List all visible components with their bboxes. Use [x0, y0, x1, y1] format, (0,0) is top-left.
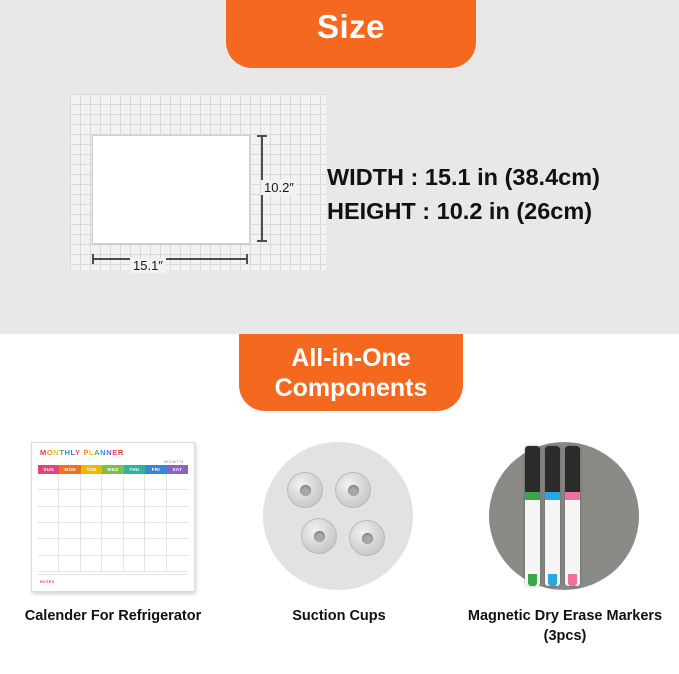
marker-cap	[545, 446, 560, 492]
planner-date-cell	[124, 474, 145, 490]
planner-day-cell: FRI	[145, 465, 166, 474]
dry-erase-marker	[565, 446, 580, 586]
markers-caption: Magnetic Dry Erase Markers (3pcs)	[467, 608, 663, 644]
planner-date-cell	[145, 490, 166, 506]
planner-month-label: MONTH	[164, 459, 184, 464]
height-dimension-label: 10.2″	[261, 180, 297, 195]
width-dimension-line	[92, 258, 248, 260]
planner-date-cell	[167, 474, 188, 490]
spec-width: WIDTH : 15.1 in (38.4cm)	[327, 164, 600, 190]
components-banner-line1: All-in-One	[291, 344, 411, 372]
calendar-thumbnail	[23, 440, 203, 592]
planner-date-cell	[81, 523, 102, 539]
planner-date-cell	[81, 490, 102, 506]
planner-date-cell	[59, 474, 80, 490]
marker-tip	[528, 574, 537, 586]
suction-cup	[335, 472, 371, 508]
planner-day-cell: THU	[124, 465, 145, 474]
planner-date-cell	[59, 490, 80, 506]
size-banner	[226, 0, 476, 68]
planner-date-cell	[102, 507, 123, 523]
marker-cap	[565, 446, 580, 492]
suction-cup	[287, 472, 323, 508]
components-section	[0, 334, 679, 674]
planner-notes-area	[38, 574, 188, 585]
planner-date-cell	[102, 539, 123, 555]
planner-date-cell	[167, 539, 188, 555]
planner-date-cell	[38, 539, 59, 555]
planner-date-cell	[124, 556, 145, 572]
planner-date-cell	[167, 490, 188, 506]
planner-date-cell	[81, 507, 102, 523]
planner-date-cell	[59, 507, 80, 523]
planner-notes-label: NOTES	[40, 580, 55, 584]
planner-date-cell	[145, 556, 166, 572]
marker-tip	[548, 574, 557, 586]
planner-date-cell	[102, 556, 123, 572]
dry-erase-marker	[545, 446, 560, 586]
planner-date-cell	[38, 474, 59, 490]
planner-date-cell	[38, 523, 59, 539]
planner-date-cell	[102, 490, 123, 506]
calendar-caption: Calender For Refrigerator	[24, 608, 202, 624]
planner-day-cell: TUE	[81, 465, 102, 474]
planner-day-cell: WED	[102, 465, 123, 474]
component-card-suction-cups	[226, 440, 452, 646]
markers-thumbnail	[475, 440, 655, 592]
planner-date-cell	[167, 523, 188, 539]
width-dimension-label: 15.1″	[130, 258, 166, 273]
suction-cup	[349, 520, 385, 556]
marker-color-band	[545, 492, 560, 500]
planner-date-cell	[145, 474, 166, 490]
planner-date-cell	[38, 556, 59, 572]
components-banner-label	[239, 343, 463, 403]
spec-height: HEIGHT : 10.2 in (26cm)	[327, 198, 593, 224]
size-diagram	[70, 94, 326, 273]
components-banner	[239, 334, 463, 411]
marker-tip	[568, 574, 577, 586]
planner-date-cell	[102, 523, 123, 539]
size-banner-label: Size	[316, 8, 386, 45]
component-card-markers	[452, 440, 678, 646]
planner-day-cell: MON	[59, 465, 80, 474]
planner-date-cell	[81, 556, 102, 572]
planner-date-cell	[124, 507, 145, 523]
components-card-list	[0, 440, 679, 646]
planner-date-cell	[145, 539, 166, 555]
planner-date-cell	[81, 474, 102, 490]
suction-cups-thumbnail	[249, 440, 429, 592]
whiteboard-shape	[92, 135, 250, 244]
marker-color-band	[525, 492, 540, 500]
components-banner-line2: Components	[274, 374, 428, 402]
planner-date-cell	[145, 507, 166, 523]
planner-sheet	[31, 442, 195, 592]
planner-date-cell	[124, 523, 145, 539]
planner-day-header	[38, 465, 188, 474]
component-card-calendar	[0, 440, 226, 646]
dry-erase-marker	[525, 446, 540, 586]
planner-date-cell	[38, 490, 59, 506]
planner-date-cell	[167, 556, 188, 572]
planner-date-cell	[59, 556, 80, 572]
marker-color-band	[565, 492, 580, 500]
planner-day-cell: SAT	[167, 465, 188, 474]
suction-cups-background	[263, 442, 413, 590]
planner-date-cell	[124, 490, 145, 506]
planner-date-cell	[124, 539, 145, 555]
size-section	[0, 0, 679, 334]
size-spec-list	[327, 160, 667, 228]
planner-date-grid	[38, 474, 188, 572]
suction-cups-caption: Suction Cups	[292, 608, 386, 624]
marker-cap	[525, 446, 540, 492]
planner-date-cell	[167, 507, 188, 523]
planner-day-cell: SUN	[38, 465, 59, 474]
planner-date-cell	[81, 539, 102, 555]
planner-date-cell	[102, 474, 123, 490]
markers-background	[489, 442, 639, 590]
planner-date-cell	[59, 539, 80, 555]
suction-cup	[301, 518, 337, 554]
planner-date-cell	[38, 507, 59, 523]
planner-date-cell	[59, 523, 80, 539]
planner-title: MONTHLY PLANNER	[40, 448, 124, 457]
planner-date-cell	[145, 523, 166, 539]
